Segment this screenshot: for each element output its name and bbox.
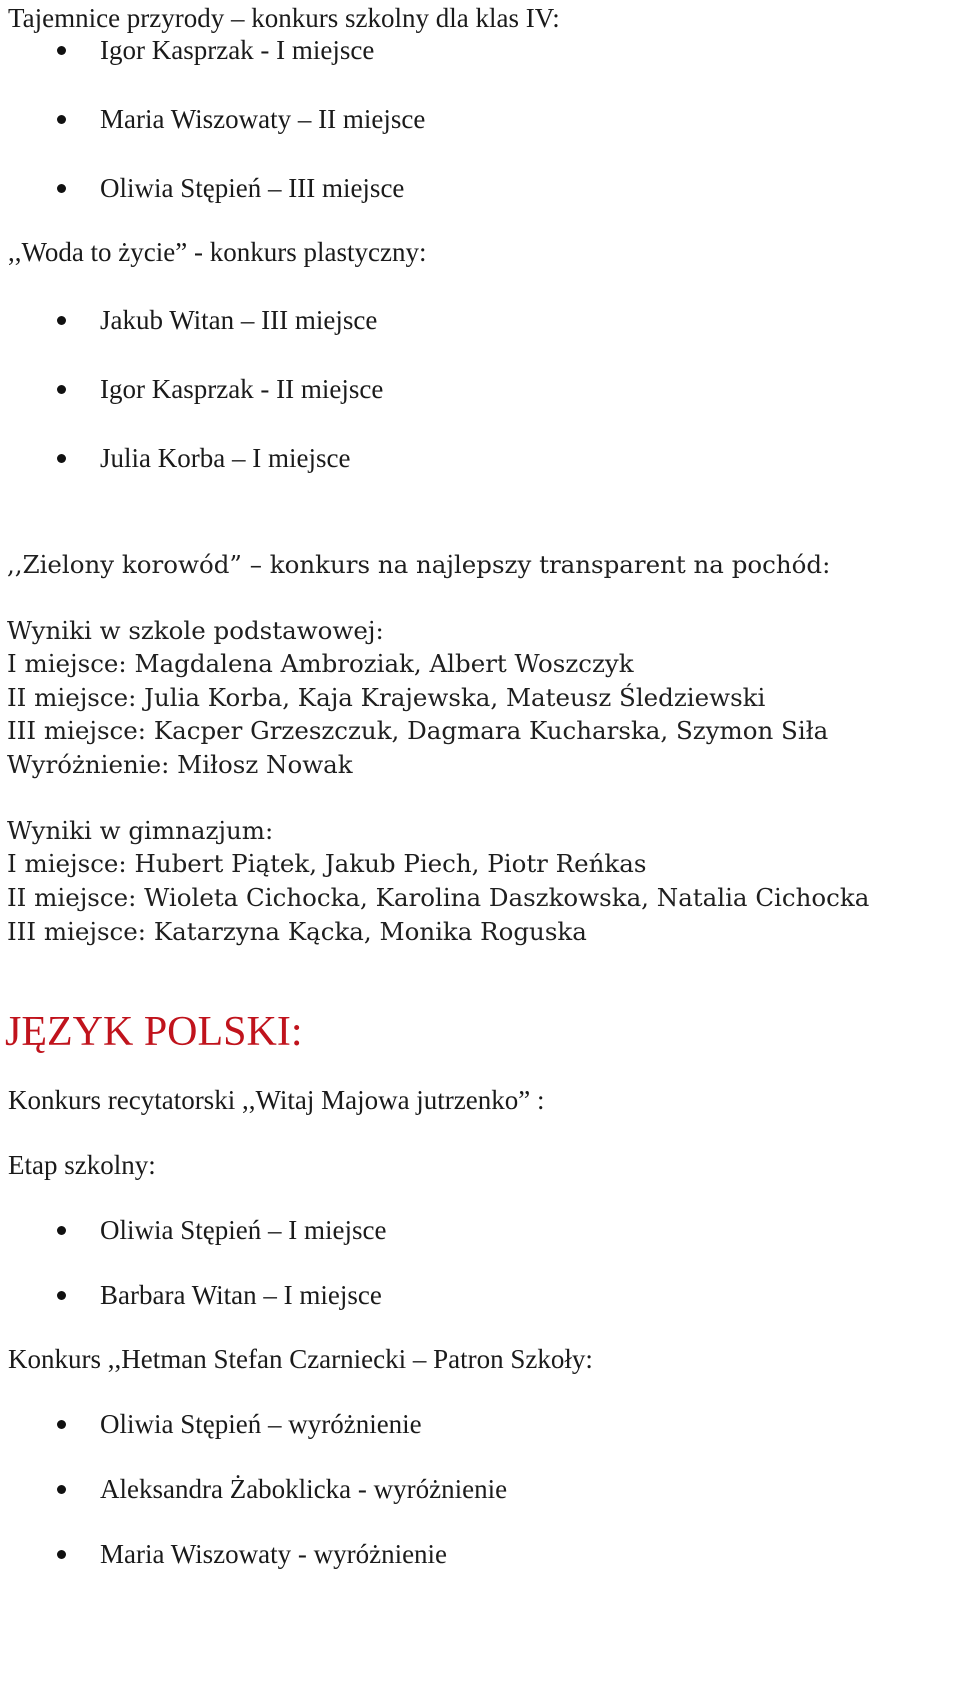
hetman-contest-title: Konkurs ,,Hetman Stefan Czarniecki – Patron Szkoły:: [8, 1344, 593, 1374]
bullet-icon: [57, 454, 66, 463]
section-title-woda: ,,Woda to życie” - konkurs plastyczny:: [8, 237, 427, 267]
bullet-icon: [57, 1291, 66, 1300]
list-item: Oliwia Stępień – I miejsce: [100, 1215, 387, 1245]
result-line: III miejsce: Katarzyna Kącka, Monika Roguska: [7, 917, 587, 946]
section-title-zielony: ,,Zielony korowód” – konkurs na najlepszy transparent na pochód:: [7, 550, 831, 579]
list-item: Aleksandra Żaboklicka - wyróżnienie: [100, 1474, 508, 1504]
bullet-icon: [57, 316, 66, 325]
stage-label: Etap szkolny:: [8, 1150, 156, 1180]
bullet-icon: [57, 46, 66, 55]
list-item: Jakub Witan – III miejsce: [100, 305, 378, 335]
result-line: I miejsce: Magdalena Ambroziak, Albert Woszczyk: [7, 649, 634, 678]
bullet-icon: [57, 385, 66, 394]
gymnasium-results-label: Wyniki w gimnazjum:: [7, 816, 274, 845]
list-item: Maria Wiszowaty - wyróżnienie: [100, 1539, 448, 1569]
bullet-icon: [57, 1550, 66, 1559]
result-line: II miejsce: Julia Korba, Kaja Krajewska, Mateusz Śledziewski: [7, 683, 766, 712]
primary-results-label: Wyniki w szkole podstawowej:: [7, 616, 384, 645]
list-item: Igor Kasprzak - I miejsce: [100, 35, 375, 65]
bullet-icon: [57, 1420, 66, 1429]
list-item: Oliwia Stępień – III miejsce: [100, 173, 405, 203]
recitation-contest-title: Konkurs recytatorski ,,Witaj Majowa jutrzenko” :: [8, 1085, 545, 1115]
list-item: Julia Korba – I miejsce: [100, 443, 351, 473]
result-line: II miejsce: Wioleta Cichocka, Karolina Daszkowska, Natalia Cichocka: [7, 883, 870, 912]
result-line: III miejsce: Kacper Grzeszczuk, Dagmara Kucharska, Szymon Siła: [7, 716, 829, 745]
list-item: Igor Kasprzak - II miejsce: [100, 374, 384, 404]
bullet-icon: [57, 1226, 66, 1235]
section-title-tajemnice: Tajemnice przyrody – konkurs szkolny dla klas IV:: [8, 3, 560, 33]
result-line: Wyróżnienie: Miłosz Nowak: [7, 750, 353, 779]
list-item: Maria Wiszowaty – II miejsce: [100, 104, 426, 134]
bullet-icon: [57, 115, 66, 124]
bullet-icon: [57, 184, 66, 193]
result-line: I miejsce: Hubert Piątek, Jakub Piech, Piotr Reńkas: [7, 849, 647, 878]
list-item: Oliwia Stępień – wyróżnienie: [100, 1409, 422, 1439]
bullet-icon: [57, 1485, 66, 1494]
subject-heading: JĘZYK POLSKI:: [5, 1009, 303, 1055]
list-item: Barbara Witan – I miejsce: [100, 1280, 382, 1310]
